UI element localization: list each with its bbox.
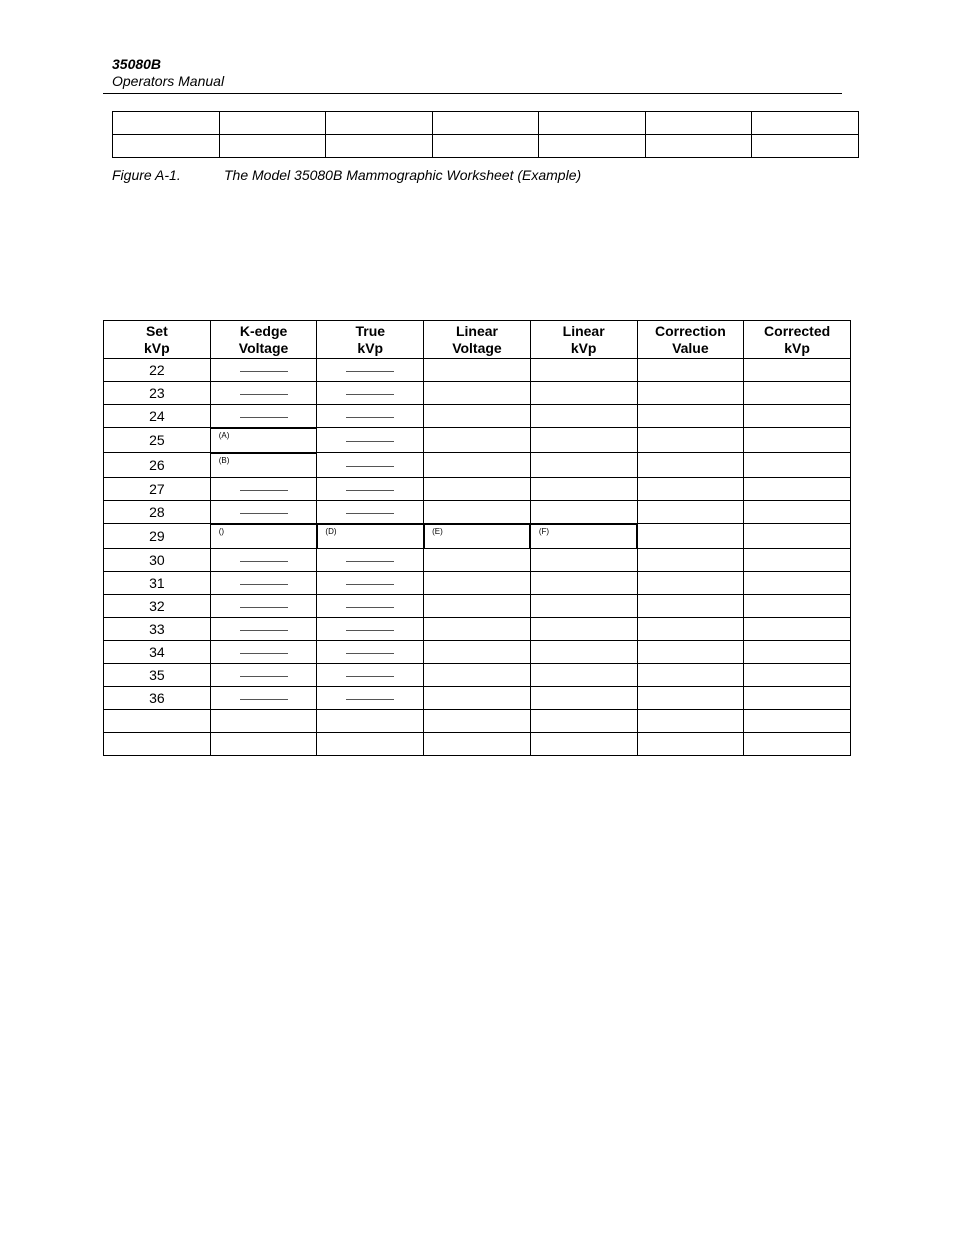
worksheet-row [104,453,851,478]
k-edge-voltage-cell [210,710,317,733]
linear-voltage-cell [424,428,531,453]
true-kvp-cell [317,733,424,756]
worksheet-empty-row [104,710,851,733]
column-header-set-kvp: Set kVp [104,321,211,359]
k-edge-voltage-cell [210,641,317,664]
linear-kvp-cell [530,549,637,572]
blank-entry-line [240,584,288,585]
column-header-true-kvp: True kVp [317,321,424,359]
linear-kvp-cell [530,572,637,595]
worksheet-row [104,595,851,618]
linear-kvp-cell [530,501,637,524]
corrected-kvp-cell [744,618,851,641]
true-kvp-cell [317,549,424,572]
linear-kvp-cell [530,618,637,641]
linear-kvp-cell [530,524,637,549]
continued-table-fragment [112,111,859,158]
blank-entry-line [346,394,394,395]
blank-entry-line [346,607,394,608]
document-title: Operators Manual [112,73,225,89]
k-edge-voltage-cell [210,595,317,618]
table-row [113,112,859,135]
worksheet-row [104,687,851,710]
linear-kvp-cell [530,478,637,501]
corrected-kvp-cell [744,733,851,756]
linear-kvp-cell [530,359,637,382]
true-kvp-cell [317,359,424,382]
worksheet-row [104,478,851,501]
blank-entry-line [240,699,288,700]
k-edge-voltage-cell [210,382,317,405]
blank-entry-line [240,607,288,608]
worksheet-row [104,618,851,641]
corrected-kvp-cell [744,572,851,595]
blank-entry-line [346,676,394,677]
linear-kvp-cell [530,382,637,405]
blank-entry-line [346,584,394,585]
true-kvp-cell [317,478,424,501]
set-kvp-cell: 32 [104,595,211,618]
set-kvp-cell: 25 [104,428,211,453]
linear-voltage-cell [424,405,531,428]
linear-kvp-cell [530,687,637,710]
correction-value-cell [637,687,744,710]
table-cell [752,112,859,135]
column-header-linear-kvp: Linear kVp [530,321,637,359]
k-edge-voltage-cell [210,618,317,641]
k-edge-voltage-cell [210,524,317,549]
header-rule [103,93,842,94]
set-kvp-cell: 22 [104,359,211,382]
correction-value-cell [637,549,744,572]
linear-voltage-cell [424,710,531,733]
blank-entry-line [346,466,394,467]
correction-value-cell [637,618,744,641]
table-cell [432,135,539,158]
true-kvp-cell [317,428,424,453]
corrected-kvp-cell [744,453,851,478]
table-row [113,135,859,158]
blank-entry-line [240,630,288,631]
corrected-kvp-cell [744,641,851,664]
table-cell [432,112,539,135]
k-edge-voltage-cell [210,664,317,687]
blank-entry-line [346,417,394,418]
true-kvp-cell [317,687,424,710]
cell-reference-letter: (D) [325,527,337,536]
table-cell [539,135,646,158]
linear-kvp-cell [530,733,637,756]
linear-voltage-cell [424,453,531,478]
correction-value-cell [637,733,744,756]
corrected-kvp-cell [744,478,851,501]
set-kvp-cell: 36 [104,687,211,710]
column-header-correction-value: Correction Value [637,321,744,359]
k-edge-voltage-cell [210,428,317,453]
linear-kvp-cell [530,405,637,428]
corrected-kvp-cell [744,359,851,382]
k-edge-voltage-cell [210,549,317,572]
linear-voltage-cell [424,572,531,595]
k-edge-voltage-cell [210,733,317,756]
true-kvp-cell [317,664,424,687]
k-edge-voltage-cell [210,501,317,524]
worksheet-row [104,549,851,572]
cell-reference-letter: (B) [218,456,230,465]
correction-value-cell [637,501,744,524]
mammographic-worksheet-table [103,320,851,756]
linear-voltage-cell [424,524,531,549]
blank-entry-line [240,371,288,372]
linear-kvp-cell [530,710,637,733]
column-header-k-edge-voltage: K-edge Voltage [210,321,317,359]
worksheet-row [104,572,851,595]
true-kvp-cell [317,524,424,549]
k-edge-voltage-cell [210,478,317,501]
correction-value-cell [637,359,744,382]
blank-entry-line [346,630,394,631]
blank-entry-line [240,653,288,654]
blank-entry-line [240,561,288,562]
table-cell [326,135,433,158]
true-kvp-cell [317,501,424,524]
worksheet-empty-row [104,733,851,756]
true-kvp-cell [317,710,424,733]
table-cell [645,135,752,158]
k-edge-voltage-cell [210,453,317,478]
set-kvp-cell: 29 [104,524,211,549]
linear-kvp-cell [530,664,637,687]
table-cell [645,112,752,135]
correction-value-cell [637,478,744,501]
set-kvp-cell [104,710,211,733]
k-edge-voltage-cell [210,687,317,710]
true-kvp-cell [317,453,424,478]
worksheet-row [104,664,851,687]
table-cell [113,135,220,158]
figure-label: Figure A-1. [112,167,181,183]
correction-value-cell [637,641,744,664]
document-number: 35080B [112,56,162,72]
worksheet-row [104,641,851,664]
linear-kvp-cell [530,595,637,618]
true-kvp-cell [317,618,424,641]
linear-voltage-cell [424,478,531,501]
blank-entry-line [346,699,394,700]
linear-voltage-cell [424,382,531,405]
set-kvp-cell [104,733,211,756]
figure-caption-text: The Model 35080B Mammographic Worksheet (Example) [224,167,582,183]
corrected-kvp-cell [744,428,851,453]
figure-caption [112,167,581,184]
blank-entry-line [346,371,394,372]
set-kvp-cell: 31 [104,572,211,595]
set-kvp-cell: 23 [104,382,211,405]
true-kvp-cell [317,405,424,428]
correction-value-cell [637,428,744,453]
column-header-linear-voltage: Linear Voltage [424,321,531,359]
cell-reference-letter: (E) [432,527,443,536]
blank-entry-line [240,513,288,514]
set-kvp-cell: 26 [104,453,211,478]
linear-voltage-cell [424,549,531,572]
worksheet-header-row [104,321,851,359]
corrected-kvp-cell [744,501,851,524]
linear-voltage-cell [424,501,531,524]
cell-reference-letter: (F) [538,527,550,536]
correction-value-cell [637,595,744,618]
blank-entry-line [346,561,394,562]
worksheet-row [104,428,851,453]
worksheet-row [104,501,851,524]
true-kvp-cell [317,572,424,595]
set-kvp-cell: 33 [104,618,211,641]
correction-value-cell [637,524,744,549]
blank-entry-line [346,653,394,654]
table-cell [113,112,220,135]
corrected-kvp-cell [744,710,851,733]
worksheet-row [104,524,851,549]
blank-entry-line [346,490,394,491]
true-kvp-cell [317,382,424,405]
correction-value-cell [637,572,744,595]
correction-value-cell [637,405,744,428]
blank-entry-line [346,513,394,514]
linear-voltage-cell [424,359,531,382]
worksheet-row [104,382,851,405]
column-header-corrected-kvp: Corrected kVp [744,321,851,359]
corrected-kvp-cell [744,595,851,618]
worksheet-row [104,405,851,428]
correction-value-cell [637,453,744,478]
cell-reference-letter: (A) [218,431,230,440]
set-kvp-cell: 28 [104,501,211,524]
linear-voltage-cell [424,618,531,641]
table-cell [752,135,859,158]
linear-voltage-cell [424,733,531,756]
worksheet-row [104,359,851,382]
linear-voltage-cell [424,687,531,710]
set-kvp-cell: 34 [104,641,211,664]
correction-value-cell [637,664,744,687]
true-kvp-cell [317,641,424,664]
correction-value-cell [637,382,744,405]
k-edge-voltage-cell [210,572,317,595]
true-kvp-cell [317,595,424,618]
corrected-kvp-cell [744,549,851,572]
linear-kvp-cell [530,641,637,664]
blank-entry-line [240,490,288,491]
blank-entry-line [240,394,288,395]
linear-voltage-cell [424,641,531,664]
table-cell [326,112,433,135]
k-edge-voltage-cell [210,359,317,382]
corrected-kvp-cell [744,405,851,428]
worksheet-body [104,359,851,756]
corrected-kvp-cell [744,524,851,549]
table-cell [539,112,646,135]
corrected-kvp-cell [744,687,851,710]
blank-entry-line [240,676,288,677]
set-kvp-cell: 27 [104,478,211,501]
table-cell [219,135,326,158]
set-kvp-cell: 30 [104,549,211,572]
blank-entry-line [240,417,288,418]
blank-entry-line [346,441,394,442]
page-header [112,56,842,90]
set-kvp-cell: 35 [104,664,211,687]
set-kvp-cell: 24 [104,405,211,428]
correction-value-cell [637,710,744,733]
cell-reference-letter: () [218,527,225,536]
corrected-kvp-cell [744,664,851,687]
k-edge-voltage-cell [210,405,317,428]
table-cell [219,112,326,135]
corrected-kvp-cell [744,382,851,405]
linear-kvp-cell [530,453,637,478]
linear-voltage-cell [424,664,531,687]
linear-kvp-cell [530,428,637,453]
linear-voltage-cell [424,595,531,618]
